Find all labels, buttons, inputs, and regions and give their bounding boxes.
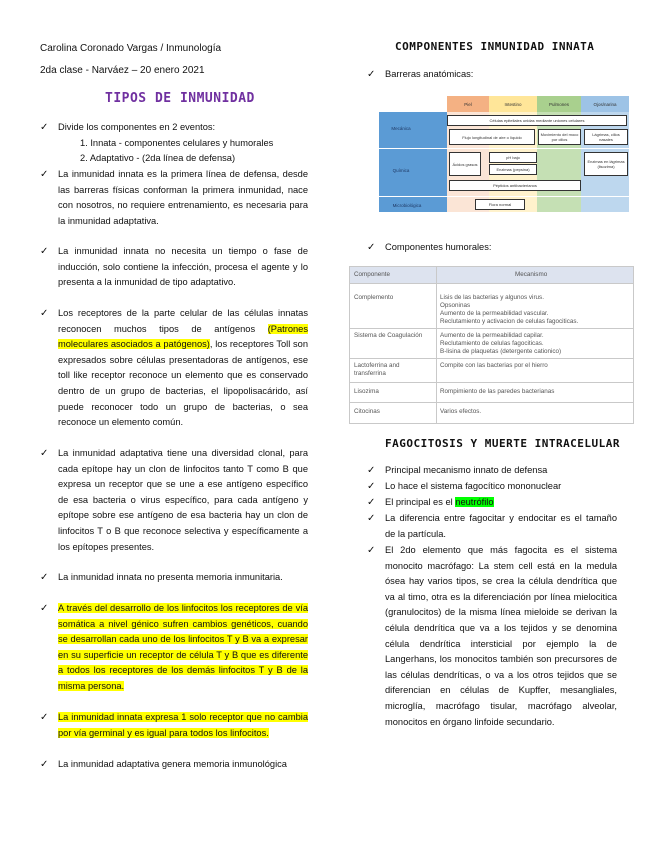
table-header-cell: Ojos/narina [581, 96, 629, 112]
table-header-cell: Piel [447, 96, 489, 112]
list-item: ✓ Principal mecanismo innato de defensa [385, 463, 617, 479]
checkmark-icon: ✓ [40, 122, 49, 133]
checkmark-icon: ✓ [40, 759, 49, 770]
table-header-cell: Intestino [489, 96, 537, 112]
checkmark-icon: ✓ [40, 308, 49, 319]
table-box: Flujo longitudinal de aire o líquido [449, 129, 535, 145]
checkmark-icon: ✓ [40, 169, 49, 180]
list-item [40, 710, 308, 741]
author-line: Carolina Coronado Vargas / Inmunología [40, 43, 222, 54]
list-item: ✓ La diferencia entre fagocitar y endocitar es el tamaño de la partícula. [367, 513, 617, 539]
table-row-label: Microbiológica [392, 202, 422, 208]
list-item [40, 601, 308, 695]
table-row: Lactoferrina and transferrina Compite con las bacterias por el hierro [350, 358, 633, 383]
checkmark-icon: ✓ [367, 242, 376, 253]
checkmark-icon: ✓ [367, 545, 376, 556]
list-item: ✓ La inmunidad innata no necesita un tiempo o fase de inducción, solo contiene la infección, procesa el agente y lo presenta a la inmunidad de tipo adaptativo. [40, 246, 308, 288]
table-box: Flora normal [475, 199, 525, 210]
table-row: Citocinas Varios efectos. [350, 402, 633, 424]
highlighted-text: (Patrones moleculares asociados a patógenos) [58, 323, 308, 350]
checkmark-icon: ✓ [367, 465, 376, 476]
checkmark-icon: ✓ [367, 497, 376, 508]
table-box: pH bajo [489, 152, 537, 163]
checkmark-icon: ✓ [40, 246, 49, 257]
highlighted-text: neutrófilo [455, 497, 494, 507]
barriers-table [379, 96, 629, 212]
list-item: ✓ La inmunidad innata no presenta memoria inmunitaria. [58, 570, 308, 586]
table-header-cell: Pulmones [537, 96, 581, 112]
table-row: Sistema de Coagulación Aumento de la permeabilidad capilar. Reclutamiento de celulas fagociticas. B-lisina de plaquetas (detergente cationico) [350, 328, 633, 359]
checkmark-icon: ✓ [367, 481, 376, 492]
table-row: Lisozima Rompimiento de las paredes bacterianas [350, 382, 633, 403]
table-box: Enzimas (pepsina) [489, 164, 537, 175]
checkmark-icon: ✓ [40, 572, 49, 583]
table-row-label: Mecánica [391, 125, 411, 131]
list-item: ✓ La inmunidad adaptativa genera memoria inmunológica [58, 757, 288, 773]
section-title-fagocitosis: FAGOCITOSIS Y MUERTE INTRACELULAR [385, 437, 621, 450]
checkmark-icon: ✓ [367, 69, 376, 80]
highlighted-text: La inmunidad innata expresa 1 solo receptor que no cambia por vía germinal y es igual para todos los linfocitos. [58, 712, 308, 738]
list-item: ✓ Divide los componentes en 2 eventos: [58, 120, 308, 136]
section-title-tipos: TIPOS DE INMUNIDAD [105, 91, 255, 106]
list-subitem: 1. Innata - componentes celulares y humorales [80, 138, 274, 148]
table-row: Complemento Lisis de las bacterias y algunos virus. Opsoninas Aumento de la permeabilidad vascular. Reclutamiento y activacion de celulas fagociticas. [350, 283, 633, 327]
list-item: ✓ El principal es el neutrófilo [385, 495, 617, 511]
table-box: Lágrimas, cilios nasales [584, 129, 628, 145]
table-box: Células epiteliales unidas mediante uniones celulares [447, 115, 627, 126]
class-info: 2da clase - Narváez – 20 enero 2021 [40, 65, 205, 76]
checkmark-icon: ✓ [367, 513, 376, 524]
list-item: ✓ Componentes humorales: [385, 240, 625, 256]
humoral-table [349, 266, 634, 424]
table-box: Enzimas en lágrimas (lisozima) [584, 152, 628, 176]
table-header-cell: Mecanismo [515, 271, 548, 278]
list-item: ✓ Lo hace el sistema fagocítico mononuclear [385, 479, 617, 495]
table-box: Movimiento del moco por cilios [538, 129, 581, 145]
checkmark-icon: ✓ [40, 448, 49, 459]
list-item: ✓ Barreras anatómicas: [385, 67, 625, 83]
section-title-componentes: COMPONENTES INMUNIDAD INNATA [395, 40, 595, 53]
checkmark-icon: ✓ [40, 603, 49, 614]
list-item: ✓ El 2do elemento que más fagocita es el sistema monocito macrófago: La stem cell está en la medula ósea hay varios tipos, se crea la célula dendrítica que va al timo, otra es la diferenciación por línea mielocitica (granulocitos) de la misma línea mieloide se derivan la célula dendrítica que va a los tejidos y se denomina célula dendrítica intersticial por ejemplo la de Langerhans, los monocitos también son precursores de las células dendríticas, o va a los otros tejidos que se diferencian en células de Kupffer, mesangliales, microglía, macrófago tisular, macrófago alveolar, monocitos en órgano linfoide secundario. [367, 545, 617, 727]
highlighted-text: A través del desarrollo de los linfocitos los receptores de vía somática a nivel génico sufren cambios genéticos, cuando se desarrollan cada uno de los linfocitos T y B va a expresar en su superficie un receptor de célula T y B que es diferente a todos los receptores de los demás linfocitos T y B de la misma persona. [58, 603, 308, 691]
list-item: ✓ La inmunidad adaptativa tiene una diversidad clonal, para cada epítope hay un clon de linfocitos tanto T como B que expresa un receptor que se une a ese antígeno específico de esa bacteria o virus específico, para cada antígeno y epítope sobre ese antígeno de esa bacteria hay un clon de linfocitos T o B que reconoce selectiva y específicamente a los epítopes presentes. [40, 448, 308, 552]
table-box: Ácidos grasos [449, 152, 481, 176]
list-subitem: 2. Adaptativo - (2da línea de defensa) [80, 153, 236, 163]
table-header-cell: Componente [354, 271, 391, 278]
list-item: ✓ La inmunidad innata es la primera línea de defensa, desde las barreras físicas conforman la primera inmunidad, nace con nosotros, no requiere entrenamiento, es necesaria para la inmunidad adaptativa. [40, 169, 308, 226]
list-item: ✓ Los receptores de la parte celular de las células innatas reconocen muchos tipos de antígenos (Patrones moleculares asociados a patógenos), los receptores Toll son expresados sobre células presentadoras de antígenos, ese toll like receptor reconoce un elemento que es conservado dentro de un grupo de bacterias, el lipopolisacárido, así puede reconocer todo un grupo de bacterias, o sea reconoce un elemento común. [40, 308, 308, 428]
checkmark-icon: ✓ [40, 712, 49, 723]
table-row-label: Química [392, 167, 410, 173]
table-box: Péptidos antibacterianos [449, 180, 581, 191]
